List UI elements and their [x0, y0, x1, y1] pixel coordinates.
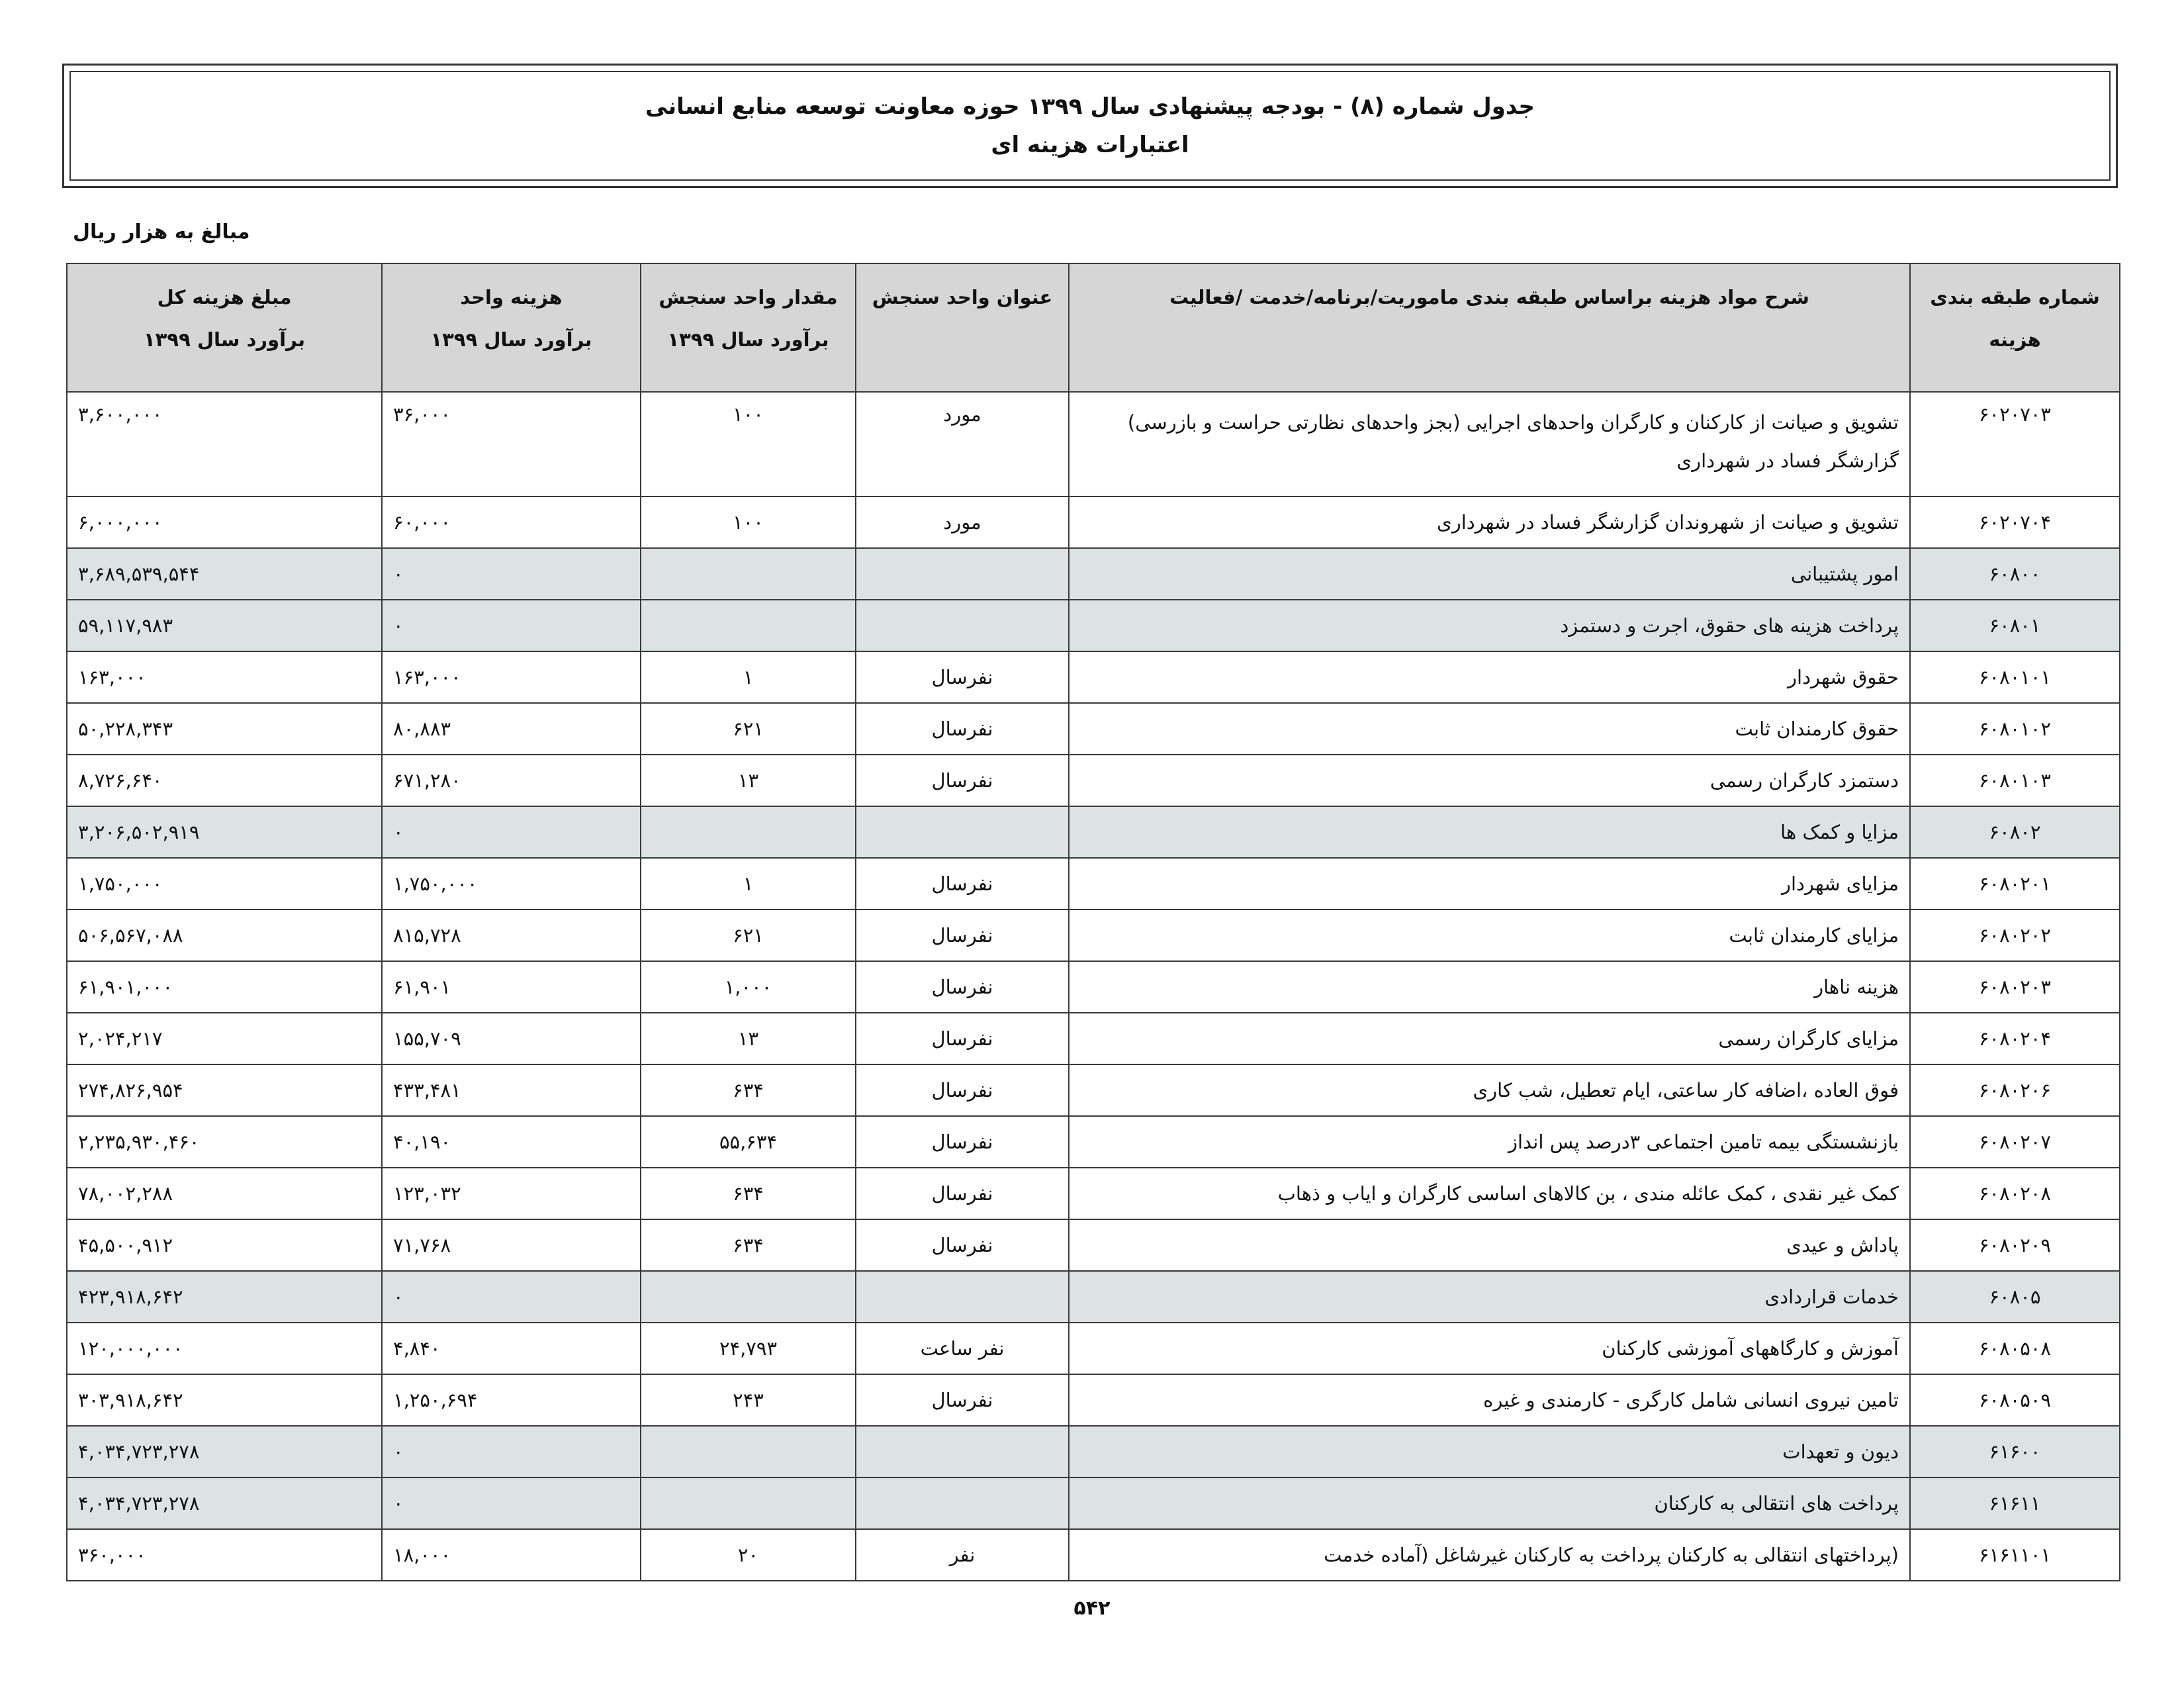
cell-total: ۳۰۳,۹۱۸,۶۴۲ — [67, 1374, 382, 1426]
cell-quantity: ۱۳ — [641, 1013, 856, 1064]
cell-total: ۶۱,۹۰۱,۰۰۰ — [67, 961, 382, 1013]
cell-code: ۶۱۶۱۱۰۱ — [1910, 1529, 2120, 1581]
cell-quantity: ۲۰ — [641, 1529, 856, 1581]
cell-total: ۵۰۶,۵۶۷,۰۸۸ — [67, 910, 382, 961]
page-subtitle: اعتبارات هزینه ای — [991, 132, 1189, 158]
cell-unit — [856, 1426, 1069, 1477]
cell-unit-cost: ۸۱۵,۷۲۸ — [382, 910, 641, 961]
cell-description: مزایای شهردار — [1069, 858, 1910, 910]
cell-unit: مورد — [856, 496, 1069, 548]
table-row — [67, 755, 2120, 806]
table-row — [67, 1374, 2120, 1426]
cell-quantity: ۶۲۱ — [641, 910, 856, 961]
cell-unit-cost: ۴۰,۱۹۰ — [382, 1116, 641, 1168]
cell-code: ۶۰۸۰۲۰۶ — [1910, 1064, 2120, 1116]
cell-description: هزینه ناهار — [1069, 961, 1910, 1013]
cell-code: ۶۰۸۰۲۰۳ — [1910, 961, 2120, 1013]
header-description — [1069, 263, 1910, 392]
cell-code: ۶۰۸۰۵ — [1910, 1271, 2120, 1323]
cell-unit — [856, 1477, 1069, 1529]
table-row — [67, 1013, 2120, 1064]
cell-total: ۳,۶۰۰,۰۰۰ — [67, 392, 382, 496]
table-row-summary — [67, 1271, 2120, 1323]
header-code-line2: هزینه — [1989, 328, 2041, 351]
cell-total: ۱۲۰,۰۰۰,۰۰۰ — [67, 1323, 382, 1374]
cell-unit-cost: ۰ — [382, 1271, 641, 1323]
cell-unit: نفرسال — [856, 651, 1069, 703]
cell-description: تشویق و صیانت از کارکنان و کارگران واحدهای اجرایی (بجز واحدهای نظارتی حراست و بازرسی) گزارشگر فساد در شهرداری — [1069, 392, 1910, 496]
cell-unit: نفرسال — [856, 1116, 1069, 1168]
cell-quantity: ۶۲۱ — [641, 703, 856, 755]
table-row — [67, 1116, 2120, 1168]
cell-unit: نفرسال — [856, 703, 1069, 755]
cell-quantity — [641, 1477, 856, 1529]
cell-description: پرداخت هزینه های حقوق، اجرت و دستمزد — [1069, 600, 1910, 651]
cell-unit-cost: ۱۵۵,۷۰۹ — [382, 1013, 641, 1064]
header-unit-cost — [382, 263, 641, 392]
cell-unit-cost: ۴,۸۴۰ — [382, 1323, 641, 1374]
header-description-text: شرح مواد هزینه براساس طبقه بندی ماموریت/برنامه/خدمت /فعالیت — [1169, 286, 1809, 308]
table-row — [67, 1064, 2120, 1116]
cell-description: دستمزد کارگران رسمی — [1069, 755, 1910, 806]
cell-unit: نفرسال — [856, 755, 1069, 806]
cell-unit: نفر ساعت — [856, 1323, 1069, 1374]
table-row-summary — [67, 600, 2120, 651]
cell-unit-cost: ۷۱,۷۶۸ — [382, 1219, 641, 1271]
cell-total: ۳,۲۰۶,۵۰۲,۹۱۹ — [67, 806, 382, 858]
cell-description: دیون و تعهدات — [1069, 1426, 1910, 1477]
cell-total: ۸,۷۲۶,۶۴۰ — [67, 755, 382, 806]
cell-description: کمک غیر نقدی ، کمک عائله مندی ، بن کالاهای اساسی کارگران و ایاب و ذهاب — [1069, 1168, 1910, 1219]
cell-code: ۶۱۶۰۰ — [1910, 1426, 2120, 1477]
cell-code: ۶۰۸۰۲ — [1910, 806, 2120, 858]
cell-total: ۴,۰۳۴,۷۲۳,۲۷۸ — [67, 1426, 382, 1477]
cell-quantity: ۶۳۴ — [641, 1219, 856, 1271]
cell-total: ۶,۰۰۰,۰۰۰ — [67, 496, 382, 548]
cell-total: ۴۵,۵۰۰,۹۱۲ — [67, 1219, 382, 1271]
page-title: جدول شماره (۸) - بودجه پیشنهادی سال ۱۳۹۹ حوزه معاونت توسعه منابع انسانی — [645, 93, 1535, 120]
cell-unit: نفرسال — [856, 1013, 1069, 1064]
cell-code: ۶۰۸۰۵۰۹ — [1910, 1374, 2120, 1426]
table-row — [67, 858, 2120, 910]
cell-description: حقوق کارمندان ثابت — [1069, 703, 1910, 755]
table-row — [67, 392, 2120, 496]
cell-total: ۲۷۴,۸۲۶,۹۵۴ — [67, 1064, 382, 1116]
table-row-summary — [67, 806, 2120, 858]
table-row — [67, 961, 2120, 1013]
currency-unit-note: مبالغ به هزار ریال — [73, 220, 250, 244]
cell-unit-cost: ۸۰,۸۸۳ — [382, 703, 641, 755]
cell-unit-cost: ۱۶۳,۰۰۰ — [382, 651, 641, 703]
title-box-inner — [69, 71, 2111, 181]
header-total — [67, 263, 382, 392]
cell-quantity: ۱ — [641, 858, 856, 910]
cell-description: فوق العاده ،اضافه کار ساعتی، ایام تعطیل، شب کاری — [1069, 1064, 1910, 1116]
cell-unit-cost: ۰ — [382, 548, 641, 600]
table-body — [67, 392, 2120, 1581]
cell-unit: نفرسال — [856, 1219, 1069, 1271]
cell-unit-cost: ۶۱,۹۰۱ — [382, 961, 641, 1013]
table-row — [67, 1529, 2120, 1581]
cell-unit: نفرسال — [856, 1168, 1069, 1219]
cell-quantity: ۶۳۴ — [641, 1168, 856, 1219]
cell-quantity: ۱۰۰ — [641, 392, 856, 496]
cell-code: ۶۰۸۰۲۰۱ — [1910, 858, 2120, 910]
cell-unit: نفرسال — [856, 1064, 1069, 1116]
cell-unit-cost: ۱,۷۵۰,۰۰۰ — [382, 858, 641, 910]
cell-total: ۱,۷۵۰,۰۰۰ — [67, 858, 382, 910]
cell-code: ۶۱۶۱۱ — [1910, 1477, 2120, 1529]
cell-quantity — [641, 806, 856, 858]
cell-total: ۵۹,۱۱۷,۹۸۳ — [67, 600, 382, 651]
table-row-summary — [67, 1426, 2120, 1477]
cell-description: (پرداختهای انتقالی به کارکنان پرداخت به کارکنان غیرشاغل (آماده خدمت — [1069, 1529, 1910, 1581]
cell-total: ۳۶۰,۰۰۰ — [67, 1529, 382, 1581]
cell-description: بازنشستگی بیمه تامین اجتماعی ۳درصد پس انداز — [1069, 1116, 1910, 1168]
cell-description: پاداش و عیدی — [1069, 1219, 1910, 1271]
header-quantity-line1: مقدار واحد سنجش — [659, 286, 838, 308]
cell-total: ۴,۰۳۴,۷۲۳,۲۷۸ — [67, 1477, 382, 1529]
cell-unit-cost: ۱۸,۰۰۰ — [382, 1529, 641, 1581]
cell-unit: نفر — [856, 1529, 1069, 1581]
cell-code: ۶۰۲۰۷۰۳ — [1910, 392, 2120, 496]
header-code-line1: شماره طبقه بندی — [1930, 286, 2100, 308]
cell-description: مزایای کارگران رسمی — [1069, 1013, 1910, 1064]
cell-unit — [856, 600, 1069, 651]
cell-unit-cost: ۰ — [382, 600, 641, 651]
cell-unit — [856, 806, 1069, 858]
table-row — [67, 651, 2120, 703]
cell-total: ۴۲۳,۹۱۸,۶۴۲ — [67, 1271, 382, 1323]
budget-table — [66, 263, 2120, 1581]
cell-quantity: ۲۴۳ — [641, 1374, 856, 1426]
cell-description: امور پشتیبانی — [1069, 548, 1910, 600]
cell-description: تامین نیروی انسانی شامل کارگری - کارمندی و غیره — [1069, 1374, 1910, 1426]
cell-unit-cost: ۰ — [382, 1477, 641, 1529]
cell-description: تشویق و صیانت از شهروندان گزارشگر فساد در شهرداری — [1069, 496, 1910, 548]
cell-quantity: ۲۴,۷۹۳ — [641, 1323, 856, 1374]
cell-unit-cost: ۳۶,۰۰۰ — [382, 392, 641, 496]
cell-quantity: ۶۳۴ — [641, 1064, 856, 1116]
table-row-summary — [67, 548, 2120, 600]
cell-description: مزایای کارمندان ثابت — [1069, 910, 1910, 961]
cell-code: ۶۰۲۰۷۰۴ — [1910, 496, 2120, 548]
cell-quantity: ۱,۰۰۰ — [641, 961, 856, 1013]
cell-quantity: ۱۰۰ — [641, 496, 856, 548]
cell-total: ۷۸,۰۰۲,۲۸۸ — [67, 1168, 382, 1219]
cell-code: ۶۰۸۰۱۰۳ — [1910, 755, 2120, 806]
cell-total: ۱۶۳,۰۰۰ — [67, 651, 382, 703]
header-unit-cost-line1: هزینه واحد — [460, 286, 563, 308]
cell-unit-cost: ۶۰,۰۰۰ — [382, 496, 641, 548]
header-total-line2: برآورد سال ۱۳۹۹ — [143, 328, 306, 351]
table-row — [67, 1323, 2120, 1374]
cell-code: ۶۰۸۰۲۰۲ — [1910, 910, 2120, 961]
table-header-row — [67, 263, 2120, 392]
cell-unit-cost: ۱۲۳,۰۳۲ — [382, 1168, 641, 1219]
cell-code: ۶۰۸۰۰ — [1910, 548, 2120, 600]
cell-description: حقوق شهردار — [1069, 651, 1910, 703]
cell-quantity: ۱۳ — [641, 755, 856, 806]
cell-code: ۶۰۸۰۵۰۸ — [1910, 1323, 2120, 1374]
header-total-line1: مبلغ هزینه کل — [157, 286, 292, 308]
cell-unit-cost: ۰ — [382, 806, 641, 858]
cell-code: ۶۰۸۰۲۰۷ — [1910, 1116, 2120, 1168]
table-row — [67, 910, 2120, 961]
cell-total: ۲,۲۳۵,۹۳۰,۴۶۰ — [67, 1116, 382, 1168]
cell-unit — [856, 1271, 1069, 1323]
cell-total: ۵۰,۲۲۸,۳۴۳ — [67, 703, 382, 755]
cell-unit-cost: ۶۷۱,۲۸۰ — [382, 755, 641, 806]
cell-total: ۲,۰۲۴,۲۱۷ — [67, 1013, 382, 1064]
cell-unit: نفرسال — [856, 910, 1069, 961]
cell-unit: نفرسال — [856, 961, 1069, 1013]
cell-quantity: ۵۵,۶۳۴ — [641, 1116, 856, 1168]
title-box — [62, 64, 2118, 188]
cell-code: ۶۰۸۰۱ — [1910, 600, 2120, 651]
cell-code: ۶۰۸۰۱۰۲ — [1910, 703, 2120, 755]
header-unit-title-text: عنوان واحد سنجش — [872, 286, 1053, 308]
table-row-summary — [67, 1477, 2120, 1529]
cell-code: ۶۰۸۰۲۰۹ — [1910, 1219, 2120, 1271]
header-unit-title — [856, 263, 1069, 392]
cell-unit: نفرسال — [856, 858, 1069, 910]
cell-unit: مورد — [856, 392, 1069, 496]
cell-quantity — [641, 548, 856, 600]
cell-unit-cost: ۰ — [382, 1426, 641, 1477]
cell-description: خدمات قراردادی — [1069, 1271, 1910, 1323]
table-row — [67, 1219, 2120, 1271]
header-unit-cost-line2: برآورد سال ۱۳۹۹ — [430, 328, 592, 351]
cell-code: ۶۰۸۰۱۰۱ — [1910, 651, 2120, 703]
cell-quantity: ۱ — [641, 651, 856, 703]
table-row — [67, 496, 2120, 548]
cell-unit-cost: ۴۳۳,۴۸۱ — [382, 1064, 641, 1116]
header-quantity-line2: برآورد سال ۱۳۹۹ — [667, 328, 829, 351]
cell-code: ۶۰۸۰۲۰۴ — [1910, 1013, 2120, 1064]
cell-code: ۶۰۸۰۲۰۸ — [1910, 1168, 2120, 1219]
cell-quantity — [641, 1426, 856, 1477]
table-row — [67, 1168, 2120, 1219]
header-quantity — [641, 263, 856, 392]
cell-quantity — [641, 1271, 856, 1323]
cell-total: ۳,۶۸۹,۵۳۹,۵۴۴ — [67, 548, 382, 600]
header-code — [1910, 263, 2120, 392]
cell-unit — [856, 548, 1069, 600]
cell-description: مزایا و کمک ها — [1069, 806, 1910, 858]
cell-unit: نفرسال — [856, 1374, 1069, 1426]
cell-quantity — [641, 600, 856, 651]
cell-unit-cost: ۱,۲۵۰,۶۹۴ — [382, 1374, 641, 1426]
cell-description: پرداخت های انتقالی به کارکنان — [1069, 1477, 1910, 1529]
page-number: ۵۴۲ — [1073, 1597, 1111, 1620]
table-row — [67, 703, 2120, 755]
cell-description: آموزش و کارگاههای آموزشی کارکنان — [1069, 1323, 1910, 1374]
